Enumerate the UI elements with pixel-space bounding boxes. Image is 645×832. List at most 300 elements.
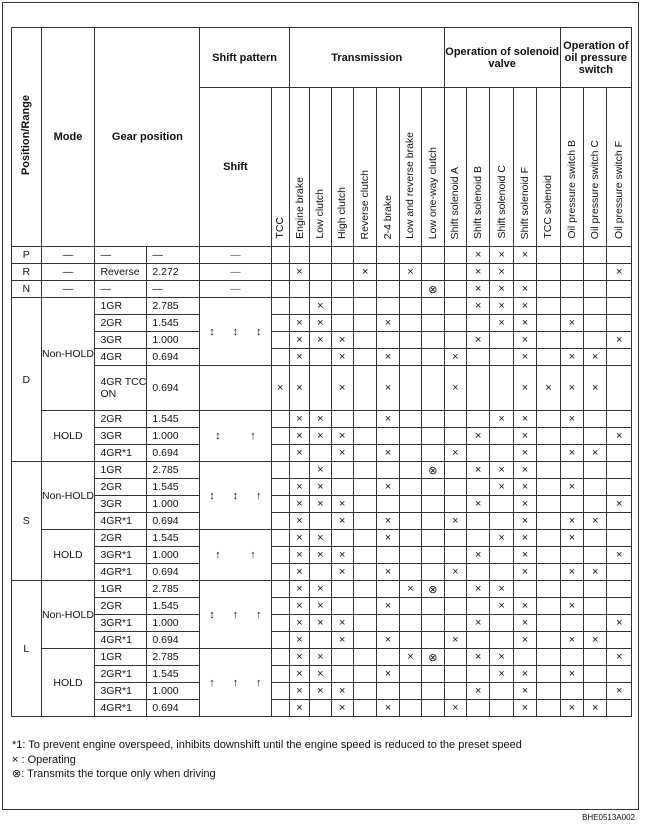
operation-cell — [537, 530, 560, 547]
operation-cell: × — [513, 298, 536, 315]
operation-cell — [560, 615, 583, 632]
operation-cell — [422, 349, 444, 366]
operation-cell — [537, 264, 560, 281]
operation-cell: × — [513, 281, 536, 298]
operation-cell — [289, 281, 309, 298]
operation-cell — [399, 349, 421, 366]
operation-cell: × — [607, 496, 632, 513]
position-range-cell: L — [12, 581, 42, 717]
operation-cell — [444, 332, 466, 349]
operation-cell: × — [310, 298, 331, 315]
operation-cell — [444, 615, 466, 632]
operation-cell: × — [377, 564, 399, 581]
operation-cell — [377, 649, 399, 666]
operation-cell — [584, 615, 607, 632]
operation-cell: × — [377, 411, 399, 428]
operation-cell: × — [490, 298, 513, 315]
operation-cell — [399, 247, 421, 264]
operation-cell — [422, 683, 444, 700]
shift-arrows-cell — [200, 298, 271, 366]
operation-cell — [353, 581, 376, 598]
operation-cell — [560, 298, 583, 315]
tcc-cell — [271, 530, 289, 547]
operation-cell: × — [490, 411, 513, 428]
operation-cell: × — [331, 513, 353, 530]
operation-cell: × — [331, 615, 353, 632]
operation-cell: × — [513, 332, 536, 349]
table-row — [12, 496, 632, 513]
footnotes — [12, 738, 522, 782]
operation-cell — [331, 411, 353, 428]
operation-cell — [444, 479, 466, 496]
tcc-cell — [271, 445, 289, 462]
operation-cell — [490, 349, 513, 366]
operation-cell: × — [560, 445, 583, 462]
operation-cell — [422, 496, 444, 513]
operation-cell — [444, 247, 466, 264]
operation-cell — [537, 666, 560, 683]
gear-cell: 1GR — [95, 462, 147, 479]
gear-cell: — — [95, 281, 147, 298]
operation-cell — [353, 428, 376, 445]
operation-cell — [584, 666, 607, 683]
operation-cell — [422, 700, 444, 717]
operation-cell — [607, 700, 632, 717]
table-row — [12, 615, 632, 632]
operation-cell — [466, 366, 489, 411]
operation-cell — [399, 530, 421, 547]
operation-cell — [607, 366, 632, 411]
operation-cell — [490, 683, 513, 700]
shift-cell: — — [200, 247, 271, 264]
operation-cell — [377, 615, 399, 632]
gear-ratio-cell: 1.545 — [147, 598, 200, 615]
operation-cell: × — [490, 479, 513, 496]
operation-cell — [353, 632, 376, 649]
operation-cell — [444, 281, 466, 298]
operation-cell — [422, 428, 444, 445]
gear-cell: 4GR*1 — [95, 564, 147, 581]
operation-cell: × — [289, 264, 309, 281]
operation-cell — [537, 598, 560, 615]
operation-cell — [607, 281, 632, 298]
operation-cell — [331, 462, 353, 479]
operation-cell: × — [560, 349, 583, 366]
operation-cell: × — [466, 615, 489, 632]
operation-cell: × — [513, 700, 536, 717]
operation-cell — [607, 564, 632, 581]
operation-cell — [331, 581, 353, 598]
operation-cell: × — [310, 428, 331, 445]
gear-cell: 4GR*1 — [95, 513, 147, 530]
operation-cell: × — [377, 445, 399, 462]
tcc-cell — [271, 315, 289, 332]
gear-cell: 2GR — [95, 315, 147, 332]
operation-cell: × — [377, 479, 399, 496]
operation-cell — [399, 298, 421, 315]
operation-cell: × — [490, 649, 513, 666]
operation-cell — [466, 445, 489, 462]
operation-cell: × — [584, 700, 607, 717]
operation-cell — [537, 479, 560, 496]
gear-cell: 2GR — [95, 411, 147, 428]
operation-cell — [310, 281, 331, 298]
table-row — [12, 298, 632, 315]
shift-arrow-icon: ↕ — [215, 430, 221, 442]
operation-cell: × — [310, 615, 331, 632]
gear-cell: 4GR*1 — [95, 632, 147, 649]
operation-cell — [444, 530, 466, 547]
operation-cell — [353, 683, 376, 700]
operation-cell — [560, 547, 583, 564]
operation-cell — [422, 445, 444, 462]
operation-cell — [466, 479, 489, 496]
header-col-low-one-way-clutch: Low one-way clutch — [422, 88, 444, 247]
operation-cell — [490, 615, 513, 632]
table-row — [12, 581, 632, 598]
operation-cell — [422, 632, 444, 649]
shift-cell: — — [200, 281, 271, 298]
footnote-torque: ⊗: Transmits the torque only when driving — [12, 768, 216, 780]
footnote-operating: × : Operating — [12, 753, 76, 766]
operation-cell — [607, 411, 632, 428]
operation-cell — [490, 700, 513, 717]
operation-cell — [399, 496, 421, 513]
shift-arrow-icon: ↑ — [256, 676, 262, 689]
operation-cell — [584, 479, 607, 496]
operation-cell: × — [513, 632, 536, 649]
operation-cell — [444, 666, 466, 683]
operation-cell: × — [310, 598, 331, 615]
operation-cell — [490, 445, 513, 462]
operation-cell: × — [513, 666, 536, 683]
gear-cell: 2GR — [95, 479, 147, 496]
operation-cell: × — [289, 349, 309, 366]
operation-cell: × — [560, 411, 583, 428]
operation-cell: × — [310, 315, 331, 332]
operation-cell — [466, 411, 489, 428]
operation-cell: × — [377, 349, 399, 366]
operation-cell — [490, 332, 513, 349]
gear-ratio-cell: 1.000 — [147, 332, 200, 349]
operation-cell: × — [377, 632, 399, 649]
table-row — [12, 598, 632, 615]
shift-arrow-icon: ↑ — [232, 676, 239, 689]
operation-cell — [377, 462, 399, 479]
operation-cell — [331, 530, 353, 547]
operation-cell — [537, 683, 560, 700]
operation-cell: × — [289, 632, 309, 649]
operation-cell: × — [289, 332, 309, 349]
tcc-cell — [271, 700, 289, 717]
gear-ratio-cell: 1.000 — [147, 547, 200, 564]
shift-arrow-icon: ↕ — [232, 325, 239, 338]
shift-arrow-icon: ↑ — [256, 608, 262, 621]
operation-cell: × — [310, 547, 331, 564]
operation-cell — [584, 496, 607, 513]
operation-cell — [444, 264, 466, 281]
operation-cell — [353, 281, 376, 298]
operation-cell: × — [331, 683, 353, 700]
gear-cell: 1GR — [95, 298, 147, 315]
operation-cell: ⊗ — [422, 281, 444, 298]
tcc-cell — [271, 462, 289, 479]
gear-ratio-cell: 0.694 — [147, 445, 200, 462]
operation-cell: × — [537, 366, 560, 411]
operation-cell — [466, 598, 489, 615]
operation-cell — [310, 632, 331, 649]
operation-cell: × — [289, 564, 309, 581]
operation-cell — [353, 496, 376, 513]
gear-ratio-cell: 0.694 — [147, 564, 200, 581]
operation-cell — [584, 462, 607, 479]
operation-cell — [584, 598, 607, 615]
header-col-shift-solenoid-c: Shift solenoid C — [490, 88, 513, 247]
mode-cell: HOLD — [41, 649, 95, 717]
operation-cell — [310, 700, 331, 717]
operation-cell — [399, 332, 421, 349]
gear-ratio-cell: 1.000 — [147, 496, 200, 513]
shift-arrow-icon: ↑ — [232, 608, 239, 621]
gear-ratio-cell: 1.545 — [147, 315, 200, 332]
operation-cell: × — [466, 247, 489, 264]
operation-cell: × — [289, 479, 309, 496]
operation-cell — [466, 700, 489, 717]
operation-cell — [310, 349, 331, 366]
operation-cell — [444, 581, 466, 598]
mode-cell: Non-HOLD — [41, 581, 95, 649]
gear-ratio-cell: 1.545 — [147, 411, 200, 428]
gear-cell: Reverse — [95, 264, 147, 281]
operation-cell: × — [466, 683, 489, 700]
gear-ratio-cell: 1.545 — [147, 479, 200, 496]
operation-cell — [490, 496, 513, 513]
operation-cell — [422, 479, 444, 496]
operation-cell — [607, 666, 632, 683]
header-col-tcc-solenoid: TCC solenoid — [537, 88, 560, 247]
operation-cell — [353, 247, 376, 264]
operation-cell — [422, 530, 444, 547]
operation-cell — [607, 598, 632, 615]
operation-cell: ⊗ — [422, 581, 444, 598]
header-col-oil-pressure-switch-b: Oil pressure switch B — [560, 88, 583, 247]
operation-cell — [584, 683, 607, 700]
operation-cell: × — [331, 564, 353, 581]
tcc-cell — [271, 547, 289, 564]
operation-cell — [399, 564, 421, 581]
header-solenoid-valve: Operation of solenoid valve — [444, 28, 560, 88]
operation-cell — [353, 332, 376, 349]
gear-cell: 3GR*1 — [95, 683, 147, 700]
operation-cell — [353, 547, 376, 564]
operation-cell — [399, 411, 421, 428]
gear-ratio-cell: 1.545 — [147, 666, 200, 683]
gear-cell: 1GR — [95, 581, 147, 598]
operation-cell — [537, 445, 560, 462]
operation-cell — [422, 366, 444, 411]
gear-ratio-cell: 2.785 — [147, 298, 200, 315]
operation-cell — [399, 479, 421, 496]
header-col-shift-solenoid-a: Shift solenoid A — [444, 88, 466, 247]
operation-cell — [537, 564, 560, 581]
shift-arrows-cell — [200, 411, 271, 462]
position-range-cell: R — [12, 264, 42, 281]
gear-cell: 4GR*1 — [95, 445, 147, 462]
operation-cell — [399, 513, 421, 530]
operation-cell — [399, 428, 421, 445]
operation-cell: × — [289, 700, 309, 717]
operation-cell — [399, 683, 421, 700]
operation-cell — [537, 615, 560, 632]
tcc-cell — [271, 496, 289, 513]
gear-ratio-cell: 2.785 — [147, 462, 200, 479]
operation-cell: × — [399, 581, 421, 598]
operation-cell — [560, 462, 583, 479]
operation-cell: × — [289, 598, 309, 615]
operation-cell — [537, 281, 560, 298]
operation-cell: × — [607, 683, 632, 700]
position-range-cell: S — [12, 462, 42, 581]
operation-cell: × — [331, 496, 353, 513]
operation-cell: × — [289, 530, 309, 547]
header-position-range: Position/Range — [12, 28, 42, 247]
operation-cell — [422, 615, 444, 632]
operation-cell: × — [513, 445, 536, 462]
gear-cell: 2GR*1 — [95, 666, 147, 683]
operation-cell: × — [513, 530, 536, 547]
operation-cell — [537, 581, 560, 598]
tcc-cell — [271, 581, 289, 598]
operation-cell — [490, 632, 513, 649]
shift-arrows-cell — [200, 530, 271, 581]
operation-cell — [353, 315, 376, 332]
operation-cell: × — [513, 598, 536, 615]
header-col-high-clutch: High clutch — [331, 88, 353, 247]
operation-cell: × — [377, 598, 399, 615]
operation-cell — [399, 666, 421, 683]
operation-cell — [399, 547, 421, 564]
operation-cell — [353, 564, 376, 581]
gear-ratio-cell: 0.694 — [147, 632, 200, 649]
operation-cell — [422, 666, 444, 683]
tcc-cell — [271, 479, 289, 496]
operation-cell — [353, 445, 376, 462]
operation-cell — [353, 479, 376, 496]
gear-ratio-cell: 2.785 — [147, 649, 200, 666]
tcc-cell — [271, 513, 289, 530]
operation-cell — [490, 513, 513, 530]
operation-cell: × — [584, 564, 607, 581]
operation-cell: × — [560, 366, 583, 411]
operation-cell: × — [310, 462, 331, 479]
shift-arrow-icon: ↕ — [209, 489, 215, 502]
operation-cell — [560, 332, 583, 349]
operation-cell — [560, 581, 583, 598]
operation-cell: × — [377, 315, 399, 332]
operation-cell — [537, 428, 560, 445]
gear-ratio-cell: 1.000 — [147, 615, 200, 632]
operation-cell — [353, 598, 376, 615]
operation-cell — [490, 366, 513, 411]
table-row — [12, 564, 632, 581]
operation-cell: × — [607, 547, 632, 564]
gear-cell: 4GR TCC ON — [95, 366, 147, 411]
operation-cell: × — [377, 513, 399, 530]
operation-cell — [422, 298, 444, 315]
operation-cell: × — [584, 349, 607, 366]
operation-cell — [607, 247, 632, 264]
header-col-shift-solenoid-b: Shift solenoid B — [466, 88, 489, 247]
operation-cell — [422, 264, 444, 281]
operation-cell — [444, 547, 466, 564]
operation-cell: × — [377, 530, 399, 547]
shift-arrows-cell — [200, 649, 271, 717]
operation-cell — [444, 411, 466, 428]
operation-cell — [353, 666, 376, 683]
operation-cell: × — [513, 462, 536, 479]
operation-cell: × — [377, 666, 399, 683]
figure-code: BHE0513A002 — [582, 813, 635, 822]
gear-cell: 3GR*1 — [95, 615, 147, 632]
operation-cell — [513, 581, 536, 598]
operation-cell: × — [310, 332, 331, 349]
table-row — [12, 683, 632, 700]
table-row — [12, 445, 632, 462]
operation-cell: × — [310, 530, 331, 547]
table-row — [12, 428, 632, 445]
operation-cell — [289, 462, 309, 479]
mode-cell: — — [41, 247, 95, 264]
shift-arrow-icon: ↑ — [209, 676, 215, 689]
operation-cell — [584, 315, 607, 332]
operation-cell — [377, 547, 399, 564]
operation-cell: × — [490, 247, 513, 264]
operation-cell: × — [444, 564, 466, 581]
shift-cell: — — [200, 264, 271, 281]
operation-cell — [560, 247, 583, 264]
operation-cell — [422, 411, 444, 428]
operation-cell — [537, 462, 560, 479]
operation-cell: × — [490, 264, 513, 281]
operation-cell — [289, 247, 309, 264]
operation-cell — [466, 530, 489, 547]
operation-cell — [331, 281, 353, 298]
table-row — [12, 315, 632, 332]
operation-cell: × — [513, 366, 536, 411]
operation-cell — [584, 428, 607, 445]
tcc-cell — [271, 411, 289, 428]
tcc-cell — [271, 332, 289, 349]
operation-cell: × — [289, 666, 309, 683]
operation-cell: × — [607, 615, 632, 632]
gear-cell: 2GR — [95, 530, 147, 547]
operation-cell — [466, 315, 489, 332]
header-col-engine-brake: Engine brake — [289, 88, 309, 247]
operation-cell — [399, 315, 421, 332]
operation-cell: × — [466, 281, 489, 298]
operation-cell — [584, 332, 607, 349]
shift-operation-table — [11, 27, 632, 717]
gear-ratio-cell: 0.694 — [147, 349, 200, 366]
operation-cell — [466, 513, 489, 530]
mode-cell: Non-HOLD — [41, 462, 95, 530]
operation-cell: × — [331, 700, 353, 717]
operation-cell: × — [331, 445, 353, 462]
operation-cell — [399, 281, 421, 298]
tcc-cell — [271, 666, 289, 683]
operation-cell: × — [310, 411, 331, 428]
operation-cell: × — [513, 315, 536, 332]
